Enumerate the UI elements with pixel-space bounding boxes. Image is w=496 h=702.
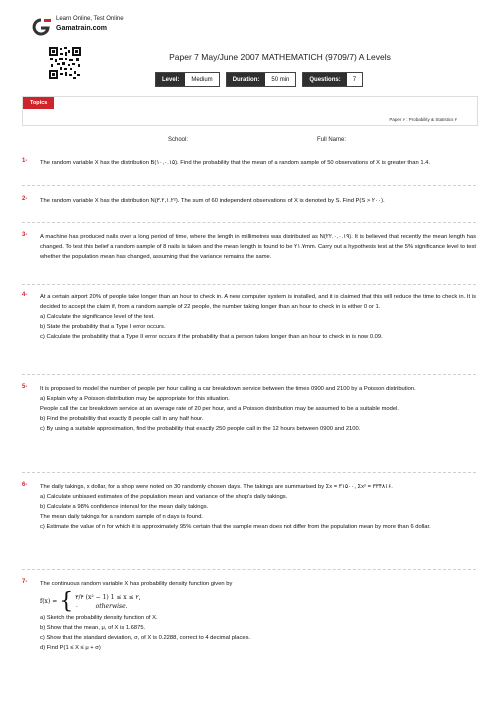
questions-pill [302, 72, 363, 87]
question-number: 1- [22, 158, 28, 164]
question-text: At a certain airport 20% of people take longer than an hour to check in. A new computer system is installed, and it is claimed that this will reduce the time to check in. It is decided to accept the claim if, from a random sample of 22 people, the number taking longer than an hour to check in is either 0 or 1. [40, 294, 476, 310]
pdf-case-2 [75, 602, 140, 611]
pdf-otherwise: otherwise. [95, 603, 128, 610]
pdf-case-1: ۳/۴ (x² − 1) 1 ≤ x ≤ ۲, [75, 594, 141, 601]
duration-label: Duration: [227, 73, 266, 86]
fullname-label: Full Name: [317, 137, 347, 143]
question-divider [22, 222, 476, 223]
question-body [40, 482, 476, 532]
pdf-cases [75, 593, 140, 611]
question-number: 3- [22, 232, 28, 238]
question-text: The continuous random variable X has probability density function given by [40, 581, 233, 587]
question-divider [22, 472, 476, 473]
level-label: Level: [156, 73, 185, 86]
question-text: People call the car breakdown service at an average rate of 20 per hour, and a Poisson distribution may be assumed to be a suitable model. [40, 406, 399, 412]
level-pill [155, 72, 220, 87]
question-number: 4- [22, 292, 28, 298]
brace-icon: { [59, 589, 74, 614]
question-body [40, 158, 476, 168]
question-text: The mean daily takings for a random sample of n days is found. [40, 514, 204, 520]
topics-text: Paper ۶ : Probability & Statistics ۲ [389, 117, 457, 122]
duration-pill [226, 72, 297, 87]
question-part-c: c) By using a suitable approximation, find the probability that exactly 250 people call in the 12 hours between 0900 and 2100. [40, 426, 361, 432]
question-part-b: b) Calculate a 98% confidence interval for the mean daily takings. [40, 504, 209, 510]
qr-code-icon [48, 46, 82, 80]
question-divider [22, 374, 476, 375]
question-body [40, 196, 476, 206]
question-number: 6- [22, 482, 28, 488]
question-body [40, 232, 476, 262]
pdf-formula [40, 591, 476, 613]
paper-meta [155, 72, 363, 86]
level-value: Medium [185, 73, 218, 86]
question-divider [22, 185, 476, 186]
question-body [40, 384, 476, 434]
question-divider [22, 284, 476, 285]
question-text: The random variable X has the distribution N(۳.۲,۱.۲²). The sum of 60 independent observations of X is denoted by S. Find P(S > ۲۰۰). [40, 198, 385, 204]
question-part-c: c) Show that the standard deviation, σ, of X is 0.2288, correct to 4 decimal places. [40, 635, 251, 641]
question-number: 2- [22, 196, 28, 202]
pdf-lhs: f(x) = [40, 598, 58, 605]
questions-label: Questions: [303, 73, 346, 86]
question-part-d: d) Find P(1 ≤ X ≤ μ + σ) [40, 645, 101, 651]
brand-header[interactable] [30, 16, 170, 40]
question-number: 5- [22, 384, 28, 390]
question-part-a: a) Sketch the probability density function of X. [40, 615, 158, 621]
question-part-c: c) Estimate the value of n for which it is approximately 95% certain that the sample mean does not differ from the population mean by more than 6 dollar. [40, 524, 431, 530]
question-part-a: a) Calculate unbiased estimates of the population mean and variance of the shop's daily takings. [40, 494, 288, 500]
question-part-a: a) Explain why a Poisson distribution may be appropriate for this situation. [40, 396, 230, 402]
question-text: A machine has produced nails over a long period of time, where the length in millimetres was distributed as N(۲۲.۰,۰.۱۹). It is believed that recently the mean length has changed. To test this belief a random sample of 8 nails is taken and the mean length is found to be ۲۱.۷mm. Carry out a hypothesis test at the 5% significance level to test whether the population mean has changed, assuming that the variance remains the same. [40, 234, 476, 260]
brand-site: Gamatrain.com [56, 25, 107, 32]
question-divider [22, 569, 476, 570]
brand-tagline: Learn Online, Test Online [56, 16, 124, 22]
question-part-b: b) State the probability that a Type I error occurs. [40, 324, 166, 330]
question-text: The daily takings, x dollar, for a shop were noted on 30 randomly chosen days. The takings are summarised by Σx = ۳۱۵۰۰, Σx² = ۳۳۴۸۱۶. [40, 484, 393, 490]
topics-tag[interactable]: Topics [23, 97, 54, 109]
paper-title: Paper 7 May/June 2007 MATHEMATICH (9709/7) A Levels [169, 52, 391, 62]
school-label: School: [168, 137, 189, 143]
question-body [40, 292, 476, 342]
question-part-c: c) Calculate the probability that a Type II error occurs if the probability that a person takes longer than an hour to check in is now 0.09. [40, 334, 383, 340]
question-text: It is proposed to model the number of people per hour calling a car breakdown service between the times 0900 and 2100 by a Poisson distribution. [40, 386, 416, 392]
pdf-zero: ۰ [75, 603, 79, 610]
questions-value: 7 [347, 73, 362, 86]
duration-value: 50 min [265, 73, 295, 86]
question-part-b: b) Find the probability that exactly 8 people call in any half hour. [40, 416, 204, 422]
question-body [40, 579, 476, 653]
question-part-b: b) Show that the mean, μ, of X is 1.6875. [40, 625, 146, 631]
question-part-a: a) Calculate the significance level of the test. [40, 314, 155, 320]
topics-box [22, 96, 478, 126]
question-text: The random variable X has the distribution B(۱۰,۰.۱۵). Find the probability that the mean of a random sample of 50 observations of X is greater than 1.4. [40, 160, 430, 166]
gamatrain-logo-icon [30, 18, 52, 36]
question-number: 7- [22, 579, 28, 585]
